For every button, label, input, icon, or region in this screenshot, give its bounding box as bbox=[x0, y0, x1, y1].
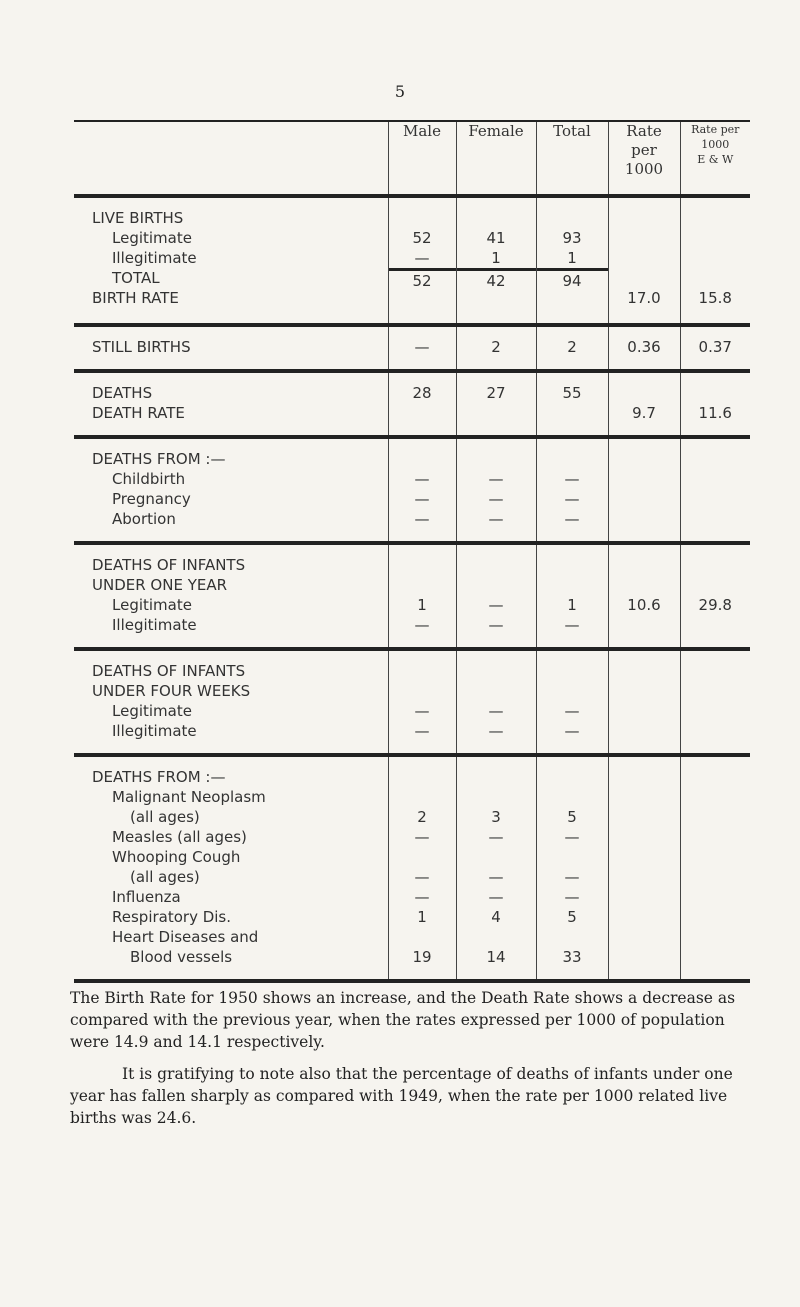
cell-value: 1 bbox=[567, 596, 577, 614]
cell-value bbox=[609, 887, 680, 907]
cell-value: — bbox=[414, 828, 430, 846]
cell-value bbox=[457, 555, 536, 575]
cell-value bbox=[389, 681, 456, 701]
cell-value bbox=[681, 449, 751, 469]
column-label bbox=[74, 437, 388, 543]
cell-value bbox=[609, 383, 680, 403]
cell-value bbox=[681, 469, 751, 489]
cell-value bbox=[681, 509, 751, 529]
row-label: Whooping Cough bbox=[112, 848, 241, 866]
cell-value: — bbox=[389, 248, 456, 271]
cell-value bbox=[537, 208, 608, 228]
row-label: Respiratory Dis. bbox=[112, 908, 232, 926]
cell-value bbox=[681, 847, 751, 867]
cell-value bbox=[457, 661, 536, 681]
section-deaths-from-maternal bbox=[74, 437, 750, 543]
row-label: (all ages) bbox=[130, 868, 200, 886]
column-label bbox=[74, 325, 388, 371]
cell-value: 14 bbox=[486, 948, 506, 966]
cell-value: — bbox=[488, 616, 504, 634]
cell-value bbox=[681, 228, 751, 248]
cell-value: 3 bbox=[491, 808, 501, 826]
table-row bbox=[74, 196, 750, 325]
cell-value: 2 bbox=[417, 808, 427, 826]
row-label: Measles (all ages) bbox=[112, 828, 247, 846]
cell-value bbox=[609, 509, 680, 529]
table-row bbox=[74, 543, 750, 649]
cell-value: — bbox=[564, 888, 580, 906]
cell-value: 42 bbox=[486, 272, 506, 290]
row-label: Pregnancy bbox=[112, 490, 191, 508]
row-label: Influenza bbox=[112, 888, 181, 906]
cell-value: — bbox=[488, 490, 504, 508]
section-live-births bbox=[74, 196, 750, 325]
column-female bbox=[456, 325, 536, 371]
row-label: Illegitimate bbox=[112, 722, 197, 740]
cell-value: — bbox=[564, 702, 580, 720]
cell-value bbox=[457, 208, 536, 228]
column-female bbox=[456, 543, 536, 649]
cell-value: — bbox=[488, 470, 504, 488]
cell-value bbox=[609, 827, 680, 847]
cell-value bbox=[457, 847, 536, 867]
column-male bbox=[388, 543, 456, 649]
cell-value bbox=[537, 403, 608, 423]
cell-value: — bbox=[414, 510, 430, 528]
cell-value bbox=[609, 907, 680, 927]
row-label: Malignant Neoplasm bbox=[112, 788, 266, 806]
header-blank bbox=[74, 121, 388, 196]
cell-value: — bbox=[564, 616, 580, 634]
cell-value: 0.37 bbox=[698, 338, 732, 356]
column-total bbox=[536, 325, 608, 371]
column-ew bbox=[680, 649, 750, 755]
cell-value bbox=[389, 555, 456, 575]
column-ew bbox=[680, 325, 750, 371]
cell-value: — bbox=[414, 338, 430, 356]
row-label: UNDER FOUR WEEKS bbox=[92, 682, 251, 700]
cell-value: — bbox=[564, 722, 580, 740]
header-male: Male bbox=[388, 121, 456, 196]
cell-value bbox=[537, 787, 608, 807]
cell-value bbox=[609, 469, 680, 489]
cell-value bbox=[537, 847, 608, 867]
cell-value bbox=[457, 787, 536, 807]
cell-value bbox=[537, 767, 608, 787]
cell-value bbox=[609, 867, 680, 887]
column-male bbox=[388, 325, 456, 371]
cell-value: — bbox=[414, 868, 430, 886]
vital-statistics-table bbox=[74, 120, 750, 983]
column-male bbox=[388, 437, 456, 543]
cell-value bbox=[537, 555, 608, 575]
cell-value bbox=[681, 787, 751, 807]
cell-value bbox=[389, 403, 456, 423]
cell-value bbox=[457, 927, 536, 947]
cell-value bbox=[609, 268, 680, 288]
cell-value bbox=[681, 615, 751, 635]
column-label bbox=[74, 755, 388, 981]
cell-value: — bbox=[414, 888, 430, 906]
cell-value: — bbox=[414, 722, 430, 740]
cell-value bbox=[609, 847, 680, 867]
cell-value: 2 bbox=[491, 338, 501, 356]
cell-value bbox=[389, 575, 456, 595]
cell-value: 1 bbox=[417, 596, 427, 614]
cell-value: 1 bbox=[537, 248, 608, 271]
cell-value bbox=[609, 575, 680, 595]
column-male bbox=[388, 371, 456, 437]
cell-value bbox=[389, 927, 456, 947]
cell-value bbox=[681, 927, 751, 947]
cell-value bbox=[681, 867, 751, 887]
row-label: Illegitimate bbox=[112, 616, 197, 634]
cell-value bbox=[681, 575, 751, 595]
section-infant-deaths-one-year bbox=[74, 543, 750, 649]
cell-value bbox=[681, 489, 751, 509]
cell-value: 55 bbox=[562, 384, 582, 402]
cell-value: 52 bbox=[412, 272, 432, 290]
header-row bbox=[74, 121, 750, 196]
cell-value bbox=[457, 767, 536, 787]
row-label: (all ages) bbox=[130, 808, 200, 826]
cell-value: 1 bbox=[457, 248, 536, 271]
header-rate-ew: Rate per 1000 E & W bbox=[680, 121, 750, 196]
cell-value: 33 bbox=[562, 948, 582, 966]
cell-value bbox=[609, 787, 680, 807]
cell-value: — bbox=[414, 616, 430, 634]
section-infant-deaths-four-weeks bbox=[74, 649, 750, 755]
cell-value bbox=[457, 403, 536, 423]
row-label: DEATH RATE bbox=[92, 404, 185, 422]
cell-value bbox=[681, 947, 751, 967]
column-label bbox=[74, 543, 388, 649]
cell-value: — bbox=[564, 510, 580, 528]
cell-value: 17.0 bbox=[627, 289, 661, 307]
row-label: Illegitimate bbox=[112, 249, 197, 267]
row-label: LIVE BIRTHS bbox=[92, 209, 184, 227]
cell-value bbox=[537, 681, 608, 701]
cell-value bbox=[537, 927, 608, 947]
cell-value: 52 bbox=[412, 229, 432, 247]
cell-value bbox=[457, 681, 536, 701]
column-total bbox=[536, 543, 608, 649]
cell-value bbox=[609, 807, 680, 827]
column-male bbox=[388, 196, 456, 325]
row-label: DEATHS OF INFANTS bbox=[92, 556, 246, 574]
cell-value: 0.36 bbox=[627, 338, 661, 356]
section-deaths bbox=[74, 371, 750, 437]
column-male bbox=[388, 755, 456, 981]
column-rate bbox=[608, 755, 680, 981]
cell-value: 29.8 bbox=[698, 596, 732, 614]
header-rate-per-1000: Rate per 1000 bbox=[608, 121, 680, 196]
column-rate bbox=[608, 437, 680, 543]
row-label: BIRTH RATE bbox=[92, 289, 179, 307]
cell-value: — bbox=[488, 722, 504, 740]
cell-value bbox=[681, 887, 751, 907]
cell-value: 15.8 bbox=[698, 289, 732, 307]
row-label: Childbirth bbox=[112, 470, 186, 488]
cell-value bbox=[389, 767, 456, 787]
cell-value: 11.6 bbox=[698, 404, 732, 422]
cell-value: 2 bbox=[567, 338, 577, 356]
cell-value: — bbox=[488, 596, 504, 614]
column-female bbox=[456, 649, 536, 755]
cell-value bbox=[609, 228, 680, 248]
cell-value bbox=[681, 383, 751, 403]
row-label: Legitimate bbox=[112, 702, 192, 720]
column-label bbox=[74, 371, 388, 437]
cell-value bbox=[537, 575, 608, 595]
cell-value bbox=[609, 555, 680, 575]
cell-value bbox=[389, 208, 456, 228]
cell-value bbox=[681, 907, 751, 927]
column-total bbox=[536, 755, 608, 981]
table-row bbox=[74, 325, 750, 371]
cell-value bbox=[681, 721, 751, 741]
column-total bbox=[536, 437, 608, 543]
cell-value bbox=[681, 268, 751, 288]
cell-value bbox=[609, 248, 680, 268]
cell-value: — bbox=[564, 868, 580, 886]
cell-value: 9.7 bbox=[632, 404, 656, 422]
table-row bbox=[74, 371, 750, 437]
table-row bbox=[74, 755, 750, 981]
cell-value: 10.6 bbox=[627, 596, 661, 614]
row-label: STILL BIRTHS bbox=[92, 338, 191, 356]
cell-value: 28 bbox=[412, 384, 432, 402]
table-row bbox=[74, 649, 750, 755]
cell-value bbox=[389, 449, 456, 469]
cell-value: 41 bbox=[486, 229, 506, 247]
cell-value bbox=[457, 575, 536, 595]
cell-value: — bbox=[488, 888, 504, 906]
cell-value: — bbox=[488, 510, 504, 528]
page-number: 5 bbox=[394, 82, 406, 101]
cell-value bbox=[681, 661, 751, 681]
cell-value bbox=[609, 681, 680, 701]
cell-value: — bbox=[488, 702, 504, 720]
cell-value: 4 bbox=[491, 908, 501, 926]
cell-value bbox=[609, 767, 680, 787]
cell-value: — bbox=[414, 470, 430, 488]
cell-value bbox=[681, 701, 751, 721]
row-label: Abortion bbox=[112, 510, 176, 528]
cell-value: 93 bbox=[562, 229, 582, 247]
section-deaths-from-causes bbox=[74, 755, 750, 981]
cell-value bbox=[457, 291, 536, 311]
cell-value bbox=[389, 847, 456, 867]
cell-value bbox=[457, 449, 536, 469]
table-row bbox=[74, 437, 750, 543]
row-label: DEATHS FROM :— bbox=[92, 768, 226, 786]
column-total bbox=[536, 371, 608, 437]
column-female bbox=[456, 371, 536, 437]
column-ew bbox=[680, 543, 750, 649]
cell-value bbox=[609, 661, 680, 681]
row-label: DEATHS bbox=[92, 384, 153, 402]
cell-value bbox=[681, 767, 751, 787]
cell-value: 27 bbox=[486, 384, 506, 402]
column-female bbox=[456, 755, 536, 981]
cell-value: — bbox=[564, 490, 580, 508]
cell-value: — bbox=[564, 828, 580, 846]
cell-value: 5 bbox=[567, 908, 577, 926]
column-male bbox=[388, 649, 456, 755]
paragraph-infant-deaths: It is gratifying to note also that the percentage of deaths of infants under one year has fallen sharply as compared with 1949, when the rate per 1000 related live births was 24.6. bbox=[70, 1065, 733, 1127]
cell-value bbox=[681, 208, 751, 228]
column-ew bbox=[680, 371, 750, 437]
cell-value bbox=[609, 449, 680, 469]
row-label: Blood vessels bbox=[130, 948, 233, 966]
cell-value: 94 bbox=[562, 272, 582, 290]
cell-value: — bbox=[488, 828, 504, 846]
cell-value bbox=[681, 555, 751, 575]
cell-value bbox=[389, 661, 456, 681]
cell-value: — bbox=[564, 470, 580, 488]
column-female bbox=[456, 437, 536, 543]
cell-value: 1 bbox=[417, 908, 427, 926]
cell-value bbox=[681, 681, 751, 701]
cell-value bbox=[609, 489, 680, 509]
cell-value bbox=[609, 701, 680, 721]
cell-value bbox=[537, 291, 608, 311]
cell-value bbox=[389, 291, 456, 311]
column-total bbox=[536, 649, 608, 755]
column-ew bbox=[680, 196, 750, 325]
row-label: DEATHS OF INFANTS bbox=[92, 662, 246, 680]
column-label bbox=[74, 649, 388, 755]
column-female bbox=[456, 196, 536, 325]
cell-value bbox=[609, 927, 680, 947]
column-rate bbox=[608, 649, 680, 755]
column-rate bbox=[608, 325, 680, 371]
row-label: Heart Diseases and bbox=[112, 928, 259, 946]
column-rate bbox=[608, 196, 680, 325]
cell-value bbox=[681, 248, 751, 268]
cell-value bbox=[609, 208, 680, 228]
row-label: Legitimate bbox=[112, 596, 192, 614]
column-total bbox=[536, 196, 608, 325]
column-label bbox=[74, 196, 388, 325]
row-label: DEATHS FROM :— bbox=[92, 450, 226, 468]
cell-value: — bbox=[414, 702, 430, 720]
header-female: Female bbox=[456, 121, 536, 196]
cell-value bbox=[681, 807, 751, 827]
cell-value: — bbox=[488, 868, 504, 886]
cell-value bbox=[537, 661, 608, 681]
cell-value bbox=[609, 615, 680, 635]
cell-value bbox=[609, 947, 680, 967]
cell-value: 5 bbox=[567, 808, 577, 826]
row-label: TOTAL bbox=[112, 269, 160, 287]
cell-value: — bbox=[414, 490, 430, 508]
cell-value bbox=[681, 827, 751, 847]
cell-value: 19 bbox=[412, 948, 432, 966]
column-ew bbox=[680, 437, 750, 543]
column-rate bbox=[608, 543, 680, 649]
commentary bbox=[70, 987, 742, 1129]
row-label: Legitimate bbox=[112, 229, 192, 247]
column-ew bbox=[680, 755, 750, 981]
cell-value bbox=[609, 721, 680, 741]
header-total: Total bbox=[536, 121, 608, 196]
section-still-births bbox=[74, 325, 750, 371]
row-label: UNDER ONE YEAR bbox=[92, 576, 228, 594]
cell-value bbox=[389, 787, 456, 807]
cell-value bbox=[537, 449, 608, 469]
paragraph-birth-death-rates: The Birth Rate for 1950 shows an increase, and the Death Rate shows a decrease as compared with the previous year, when the rates expressed per 1000 of population were 14.9 and 14.1 respectively. bbox=[70, 989, 736, 1051]
column-rate bbox=[608, 371, 680, 437]
